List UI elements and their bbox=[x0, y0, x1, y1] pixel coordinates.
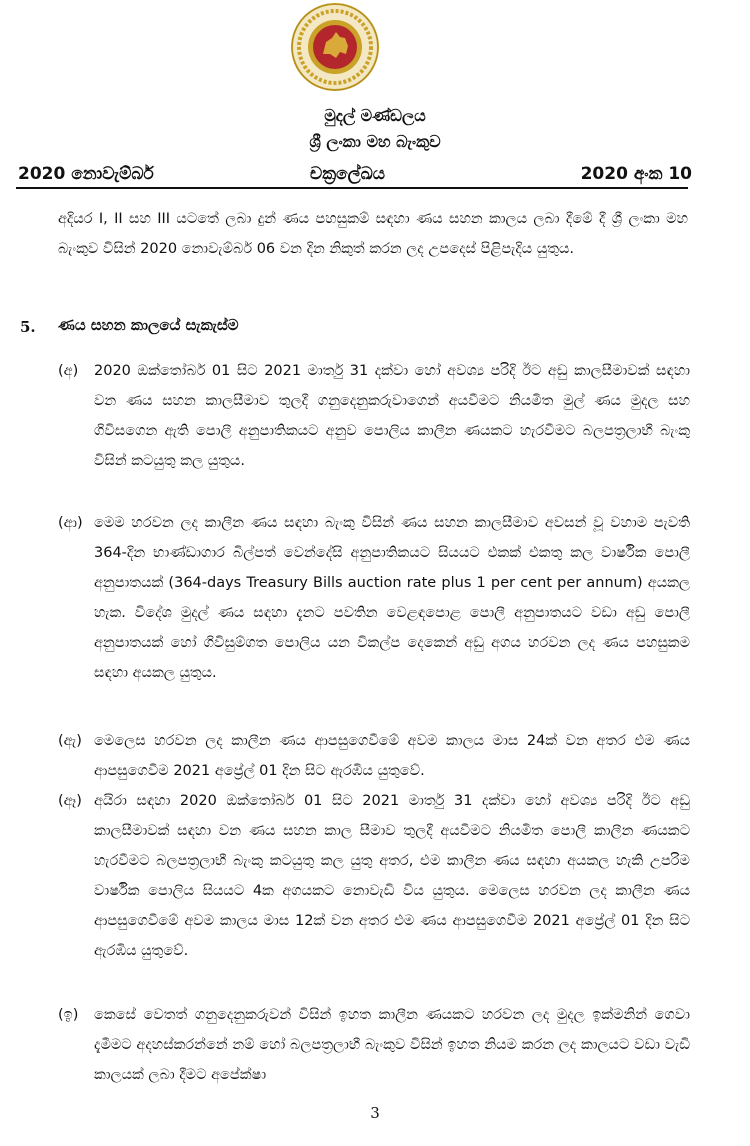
circular-number: 2020 අංක 10 bbox=[580, 164, 692, 184]
list-item bbox=[58, 356, 690, 476]
bank-name: ශ්‍රී ලංකා මහ බැංකුව bbox=[309, 132, 441, 151]
item-text: අයිරා සඳහා 2020 ඔක්තෝබර් 01 සිට 2021 මාර්තු 31 දක්වා හෝ අවශ්‍ය පරිදි ඊට අඩු කාලසීමාවක් සඳහා වන ණය සහන කාල සීමාව තුලදී අයවීමට නියමිත පොලී කාලීන ණයකට හැරවීමට බලපත්‍රලාභී බැංකු කටයුතු කල යුතු අතර, එම කාලීන ණය සඳහා අයකල හැකි උපරිම වාර්ෂික පොලිය සියයට 4ක අගයකට නොවැඩි විය යුතුය. මෙලෙස හරවන ලද කාලීන ණය ආපසුගෙවීමේ අවම කාලය මාස 12ක් වන අතර එම ණය ආපසුගෙවීම 2021 අප්‍රේල් 01 දින සිට ඇරඹිය යුතුවේ. bbox=[94, 793, 690, 959]
list-item bbox=[58, 1000, 690, 1090]
list-item bbox=[58, 726, 690, 786]
section-number: 5. bbox=[20, 318, 36, 336]
section-title: ණය සහන කාලයේ සැකැස්ම bbox=[58, 316, 239, 334]
list-item bbox=[58, 786, 690, 966]
item-text: 2020 ඔක්තෝබර් 01 සිට 2021 මාර්තු 31 දක්වා හෝ අවශ්‍ය පරිදි ඊට අඩු කාලසීමාවක් සඳහා වන ණය සහන කාලසීමාව තුලදී ගනුදෙනුකරුවාගෙන් අයවීමට නියමිත මුල් ණය මුදල සහ ගිවිසගෙන ඇති පොලී අනුපාතිකයට අනුව පොලිය කාලීන ණයකට හැරවීමට බලපත්‍රලාභී බැංකු විසින් කටයුතු කල යුතුය. bbox=[94, 363, 690, 469]
organization-name: මුදල් මණ්ඩලය bbox=[324, 106, 426, 125]
intro-paragraph: අදියර I, II සහ III යටතේ ලබා දුන් ණය පහසුකම් සඳහා ණය සහන කාලය ලබා දීමේ දී ශ්‍රී ලංකා මහ බැංකුව විසින් 2020 නොවැම්බර් 06 වන දින නිකුත් කරන ලද උපදෙස් පිළිපැදිය යුතුය. bbox=[58, 211, 688, 257]
item-text: මෙම හරවන ලද කාලීන ණය සඳහා බැංකු විසින් ණය සහන කාලසීමාව අවසන් වූ වහාම පැවති 364-දින භාණ්ඩාගාර බිල්පත් වෙන්දේසි අනුපාතිකයට සියයට එකක් එකතු කල වාර්ෂික පොලී අනුපාතයක් (364-days Treasury Bills auction rate plus 1 per cent per annum) අයකල හැක. විදේශ මුදල් ණය සඳහා දැනට පවතින වෙළඳපොළ පොලී අනුපාතයට වඩා අඩු පොලී අනුපාතයක් හෝ ගිවිසුම්ගත පොලිය යන විකල්ප දෙකෙන් අඩු අගය හරවන ලද ණය පහසුකම සඳහා අයකල යුතුය. bbox=[94, 515, 690, 681]
item-marker: (ඉ) bbox=[58, 1007, 79, 1023]
document-type: චක්‍රලේඛය bbox=[310, 164, 385, 184]
list-item bbox=[58, 508, 690, 688]
item-marker: (ආ) bbox=[58, 515, 83, 531]
page-number: 3 bbox=[370, 1104, 380, 1122]
item-text: මෙලෙස හරවන ලද කාලීන ණය ආපසුගෙවීමේ අවම කාලය මාස 24ක් වන අතර එම ණය ආපසුගෙවීම 2021 අප්‍රේල් 01 දින සිට ඇරඹිය යුතුවේ. bbox=[94, 733, 690, 779]
item-marker: (ඇ) bbox=[58, 733, 82, 749]
central-bank-seal-logo bbox=[290, 2, 380, 92]
item-text: කෙසේ වෙතත් ගනුදෙනුකරුවන් විසින් ඉහත කාලීන ණයකට හරවන ලද මුදල ඉක්මනින් ගෙවා දැමීමට අදහස්කරන්නේ නම් හෝ බලපත්‍රලාභී බැංකුව විසින් ඉහත නියම කරන ලද කාලයට වඩා වැඩි කාලයක් ලබා දීමට අපේක්ෂා bbox=[94, 1007, 690, 1083]
item-marker: (අ) bbox=[58, 363, 79, 379]
header-rule bbox=[16, 187, 688, 189]
circular-date: 2020 නොවැම්බර් bbox=[18, 164, 154, 184]
item-marker: (ඈ) bbox=[58, 793, 82, 809]
